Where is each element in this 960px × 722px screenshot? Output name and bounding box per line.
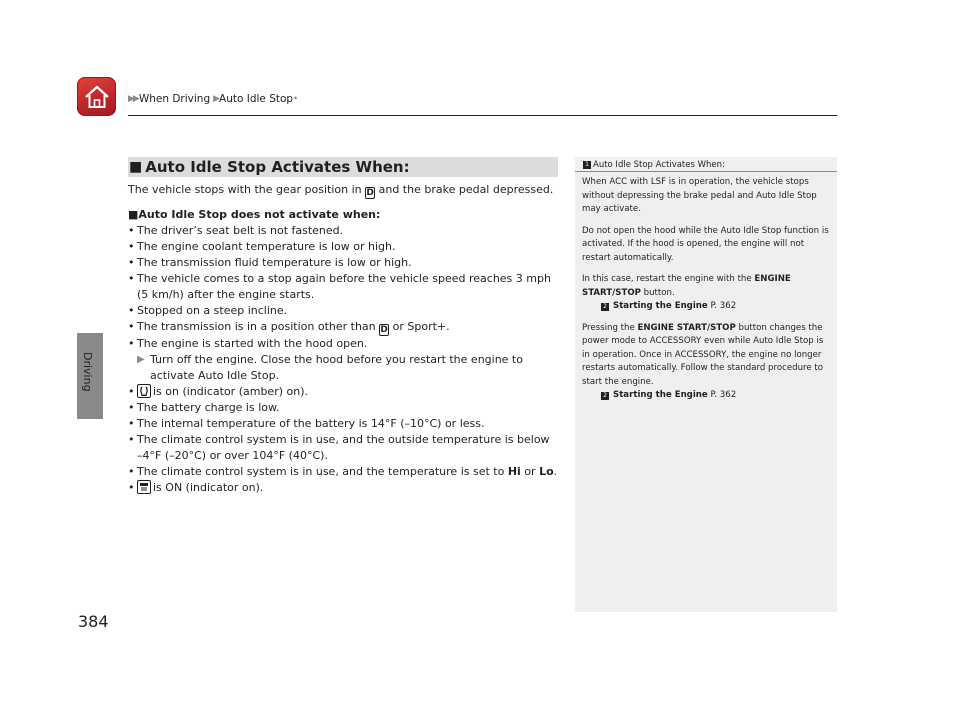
square-bullet-icon: ■ (128, 208, 139, 221)
engine-start-stop-label: ENGINE START/STOP (582, 274, 791, 298)
list-item-text-part: or (524, 465, 536, 478)
breadcrumb-arrow-icon: ▶ (213, 94, 219, 104)
list-item-text (137, 384, 558, 400)
gear-d-key-icon: D (366, 188, 374, 198)
section-heading-text: Auto Idle Stop Activates When: (145, 158, 410, 176)
temp-lo-label: Lo (539, 465, 554, 478)
list-item: • The driver’s seat belt is not fastened. (128, 223, 558, 239)
intro-paragraph (128, 182, 558, 199)
list-item: • The engine coolant temperature is low or high. (128, 239, 558, 255)
section-heading (128, 157, 558, 177)
cross-reference-link[interactable] (582, 300, 832, 314)
list-item: • The climate control system is in use, and the temperature is set to Hi or Lo. (128, 465, 558, 478)
square-bullet-icon: ■ (129, 159, 143, 175)
list-item-text (137, 319, 558, 336)
sidebar-note-title (583, 160, 725, 170)
breadcrumb-item-auto-idle-stop[interactable]: Auto Idle Stop (219, 93, 294, 105)
sidebar-note-paragraph (582, 273, 832, 300)
chapter-label: Driving (81, 352, 94, 392)
home-icon (83, 84, 111, 110)
list-item-text: The engine coolant temperature is low or high. (137, 240, 396, 253)
list-sub-item-text: Turn off the engine. Close the hood before you restart the engine to activate Auto Idle Stop. (150, 353, 523, 382)
list-item-text: The vehicle comes to a stop again before the vehicle speed reaches 3 mph (5 km/h) after the engine starts. (137, 272, 551, 301)
temp-hi-label: Hi (507, 465, 521, 478)
list-item-text: The climate control system is in use, and the outside temperature is below –4°F (–20°C) or over 104°F (40°C). (137, 433, 550, 462)
cross-reference-page: P. 362 (710, 301, 737, 311)
list-item-text (137, 480, 558, 496)
subheading-text: Auto Idle Stop does not activate when: (138, 208, 381, 221)
engine-start-stop-label: ENGINE START/STOP (637, 322, 736, 333)
list-item-text: The internal temperature of the battery is 14°F (–10°C) or less. (137, 417, 485, 430)
sidebar-note-title-text: Auto Idle Stop Activates When: (593, 160, 725, 170)
cross-reference-icon: 2 (601, 303, 609, 311)
sidebar-note-paragraph (582, 322, 832, 390)
list-item-text-part: is ON (indicator on). (153, 481, 264, 494)
sidebar-note-rule (575, 171, 837, 172)
cross-reference-label: Starting the Engine (613, 301, 708, 311)
auto-idle-stop-off-indicator-icon (137, 384, 151, 398)
home-button[interactable] (77, 77, 116, 116)
cross-reference-link[interactable] (582, 389, 832, 403)
intro-text: The vehicle stops with the gear position in (128, 183, 362, 196)
main-content (128, 182, 558, 496)
sidebar-note-text: Pressing the (582, 322, 635, 333)
list-item: • The transmission is in a position other than D or Sport+. (128, 319, 558, 336)
gear-d-key-icon: D (380, 325, 388, 335)
list-item-text-part: The climate control system is in use, and the temperature is set to (137, 465, 505, 478)
intro-text-end: and the brake pedal depressed. (378, 183, 554, 196)
list-item-text: Stopped on a steep incline. (137, 304, 288, 317)
breadcrumb (128, 93, 297, 105)
list-item: • The battery charge is low. (128, 400, 558, 416)
header-rule (128, 115, 837, 116)
list-item-text-part: is on (indicator (amber) on). (153, 385, 308, 398)
list-item: • Stopped on a steep incline. (128, 303, 558, 319)
front-defroster-indicator-icon (137, 480, 151, 494)
list-item-text-part: The transmission is in a position other than (137, 320, 376, 333)
list-item-text: The transmission fluid temperature is low or high. (137, 256, 412, 269)
note-marker-icon: 1 (583, 161, 591, 169)
list-item: • The vehicle comes to a stop again before the vehicle speed reaches 3 mph (5 km/h) after the engine starts. (128, 271, 558, 303)
breadcrumb-arrow-icon: ▶▶ (128, 94, 138, 104)
sidebar-note-text: In this case, restart the engine with the (582, 274, 752, 284)
list-item: • The internal temperature of the battery is 14°F (–10°C) or less. (128, 416, 558, 432)
list-item-text: The battery charge is low. (137, 401, 280, 414)
cross-reference-page: P. 362 (710, 390, 737, 400)
page-number: 384 (78, 612, 109, 631)
cross-reference-label: Starting the Engine (613, 390, 708, 400)
breadcrumb-suffix: * (294, 95, 298, 103)
sidebar-note-paragraph: Do not open the hood while the Auto Idle Stop function is activated. If the hood is opened, the engine will not restart automatically. (582, 225, 829, 263)
list-item-text: The engine is started with the hood open. (137, 337, 368, 350)
list-item: • The climate control system is in use, and the outside temperature is below –4°F (–20°C) or over 104°F (40°C). (128, 432, 558, 464)
list-item-text: The driver’s seat belt is not fastened. (137, 224, 344, 237)
list-item: • The transmission fluid temperature is low or high. (128, 255, 558, 271)
list-item-text-part: . (553, 465, 558, 478)
list-item: • The engine is started with the hood open. (128, 336, 558, 352)
list-item-text-part: or Sport+. (392, 320, 450, 333)
sidebar-note-text: button. (643, 287, 675, 298)
sidebar-note-paragraph: When ACC with LSF is in operation, the vehicle stops without depressing the brake pedal and Auto Idle Stop may activate. (582, 177, 817, 214)
sidebar-note-body (582, 176, 832, 403)
subheading (128, 207, 558, 223)
list-item: • is on (indicator (amber) on). (128, 384, 558, 400)
arrow-right-icon: ▶ (137, 354, 145, 365)
cross-reference-icon: 2 (601, 392, 609, 400)
list-sub-item (128, 352, 558, 384)
list-item-text (137, 464, 558, 480)
breadcrumb-item-when-driving[interactable]: When Driving (138, 93, 211, 105)
list-item: • is ON (indicator on). (128, 480, 558, 496)
sidebar-note-text: button changes the power mode to ACCESSORY even while Auto Idle Stop is in operation. Once in ACCESSORY, the engine no longer restarts automatically. Follow the standard procedure to start the engine. (582, 322, 824, 387)
